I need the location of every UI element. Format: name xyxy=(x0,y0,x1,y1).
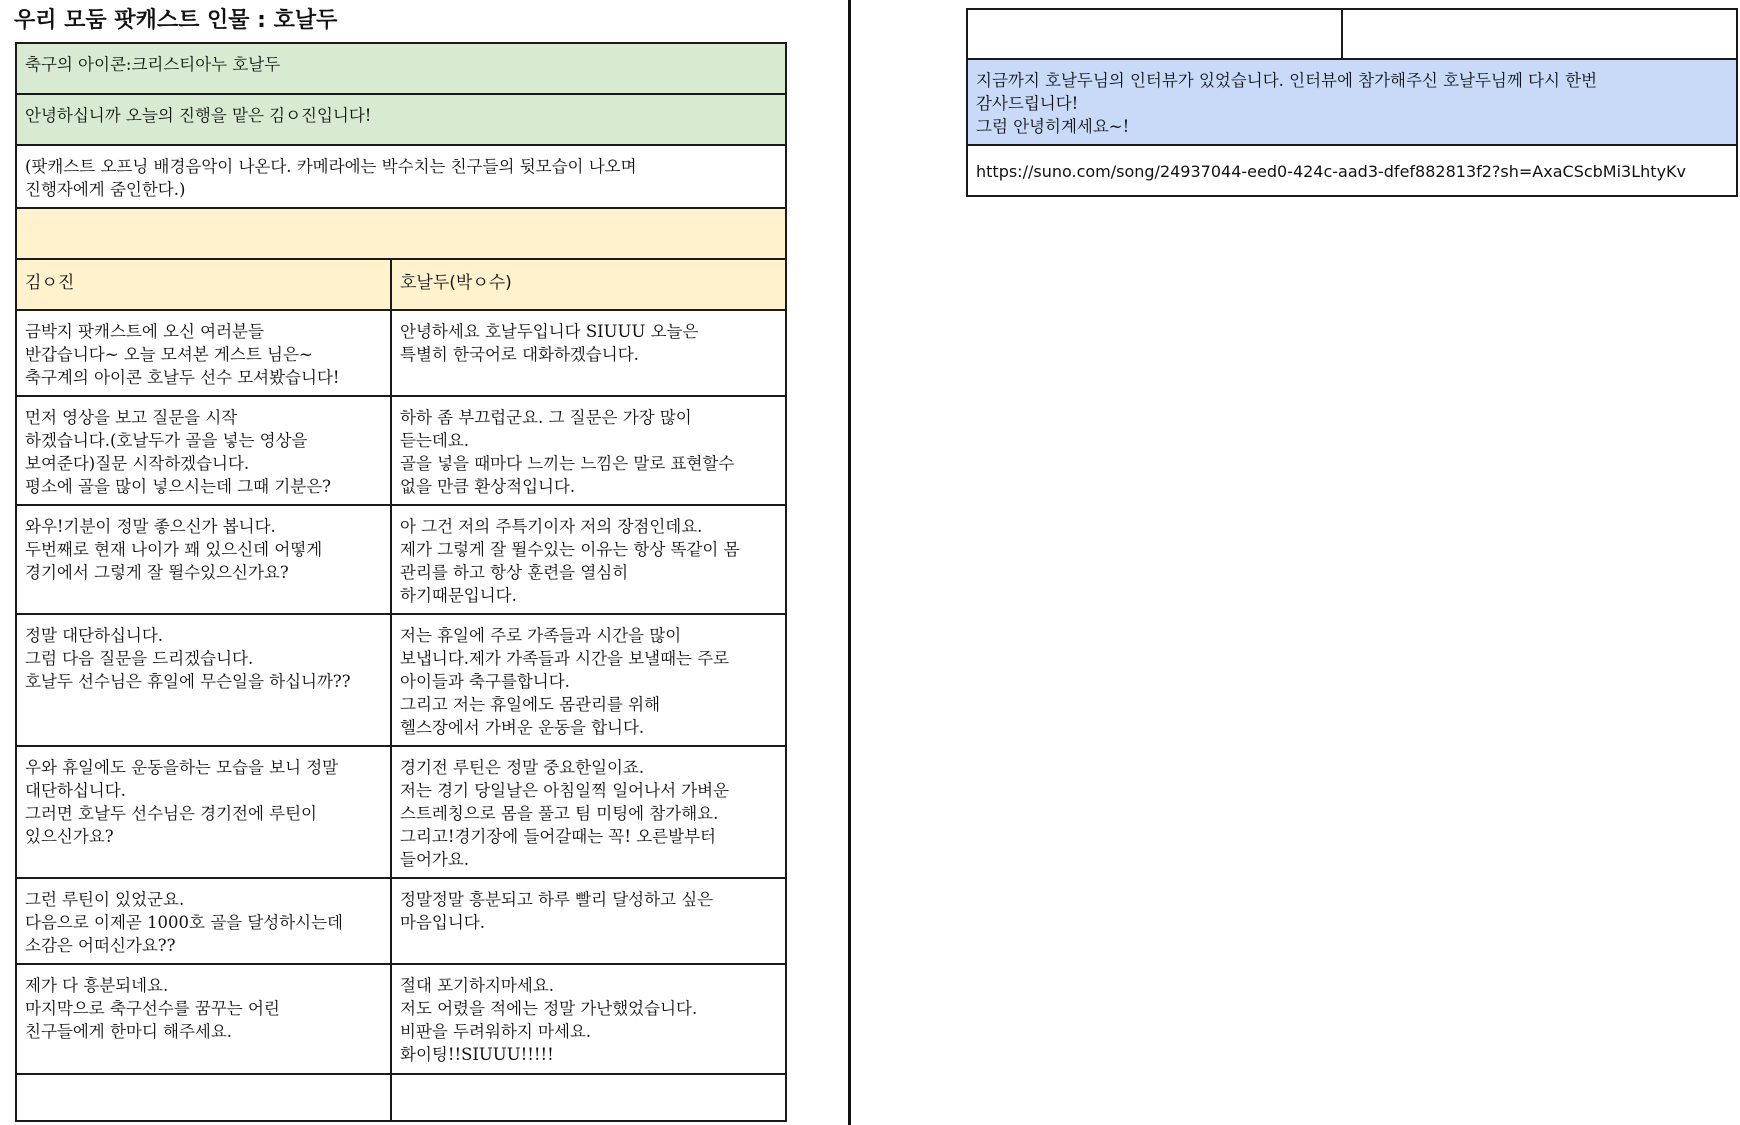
greeting-cell: 안녕하십니까 오늘의 진행을 맡은 김ㅇ진입니다! xyxy=(16,94,786,145)
guest-header: 호날두(박ㅇ수) xyxy=(391,259,786,310)
table-row xyxy=(16,878,786,964)
host-line: 와우!기분이 정말 좋으신가 봅니다. 두번째로 현재 나이가 꽤 있으신데 어떻게 경기에서 그렇게 잘 뛸수있으신가요? xyxy=(16,505,391,614)
guest-line: 아 그건 저의 주특기이자 저의 장점인데요. 제가 그렇게 잘 뛸수있는 이유는 항상 똑같이 몸 관리를 하고 항상 훈련을 열심히 하기때문입니다. xyxy=(391,505,786,614)
host-line: 제가 다 흥분되네요. 마지막으로 축구선수를 꿈꾸는 어린 친구들에게 한마디 해주세요. xyxy=(16,964,391,1074)
blank-band-cell xyxy=(16,208,786,259)
host-line xyxy=(16,1074,391,1121)
host-header: 김ㅇ진 xyxy=(16,259,391,310)
page-divider xyxy=(848,0,851,1125)
host-line: 우와 휴일에도 운동을하는 모습을 보니 정말 대단하십니다. 그러면 호날두 선수님은 경기전에 루틴이 있으신가요? xyxy=(16,746,391,878)
stage-direction-cell: (팟캐스트 오프닝 배경음악이 나온다. 카메라에는 박수치는 친구들의 뒷모습이 나오며 진행자에게 줌인한다.) xyxy=(16,145,786,208)
host-line: 그런 루틴이 있었군요. 다음으로 이제곧 1000호 골을 달성하시는데 소감은 어떠신가요?? xyxy=(16,878,391,964)
guest-line xyxy=(391,1074,786,1121)
table-row xyxy=(16,505,786,614)
table-row xyxy=(16,964,786,1074)
empty-cell-left xyxy=(967,9,1342,59)
farewell-cell: 지금까지 호날두님의 인터뷰가 있었습니다. 인터뷰에 참가해주신 호날두님께 다시 한번 감사드립니다! 그럼 안녕히계세요~! xyxy=(967,59,1737,145)
song-link[interactable]: https://suno.com/song/24937044-eed0-424c-aad3-dfef882813f2?sh=AxaCScbMi3LhtyKv xyxy=(967,145,1737,196)
podcast-script-table xyxy=(15,42,787,1122)
guest-line: 경기전 루틴은 정말 중요한일이죠. 저는 경기 당일날은 아침일찍 일어나서 가벼운 스트레칭으로 몸을 풀고 팀 미팅에 참가해요. 그리고!경기장에 들어갈때는 꼭! 오른발부터 들어가요. xyxy=(391,746,786,878)
guest-line: 하하 좀 부끄럽군요. 그 질문은 가장 많이 듣는데요. 골을 넣을 때마다 느끼는 느낌은 말로 표현할수 없을 만큼 환상적입니다. xyxy=(391,396,786,505)
dialogue-header-row xyxy=(16,259,786,310)
page-title: 우리 모둠 팟캐스트 인물 : 호날두 xyxy=(14,8,338,33)
table-row xyxy=(16,746,786,878)
closing-table xyxy=(966,8,1738,197)
table-row xyxy=(16,614,786,746)
empty-cell-right xyxy=(1342,9,1737,59)
guest-line: 안녕하세요 호날두입니다 SIUUU 오늘은 특별히 한국어로 대화하겠습니다. xyxy=(391,310,786,396)
table-row xyxy=(16,1074,786,1121)
guest-line: 절대 포기하지마세요. 저도 어렸을 적에는 정말 가난했었습니다. 비판을 두려워하지 마세요. 화이팅!!SIUUU!!!!! xyxy=(391,964,786,1074)
table-row xyxy=(16,396,786,505)
table-row xyxy=(16,310,786,396)
host-line: 정말 대단하십니다. 그럼 다음 질문을 드리겠습니다. 호날두 선수님은 휴일에 무슨일을 하십니까?? xyxy=(16,614,391,746)
host-line: 먼저 영상을 보고 질문을 시작 하겠습니다.(호날두가 골을 넣는 영상을 보여준다)질문 시작하겠습니다. 평소에 골을 많이 넣으시는데 그때 기분은? xyxy=(16,396,391,505)
guest-line: 정말정말 흥분되고 하루 빨리 달성하고 싶은 마음입니다. xyxy=(391,878,786,964)
topic-cell: 축구의 아이콘:크리스티아누 호날두 xyxy=(16,43,786,94)
host-line: 금박지 팟캐스트에 오신 여러분들 반갑습니다~ 오늘 모셔본 게스트 님은~ 축구계의 아이콘 호날두 선수 모셔봤습니다! xyxy=(16,310,391,396)
guest-line: 저는 휴일에 주로 가족들과 시간을 많이 보냅니다.제가 가족들과 시간을 보낼때는 주로 아이들과 축구를합니다. 그리고 저는 휴일에도 몸관리를 위해 헬스장에서 가벼운 운동을 합니다. xyxy=(391,614,786,746)
